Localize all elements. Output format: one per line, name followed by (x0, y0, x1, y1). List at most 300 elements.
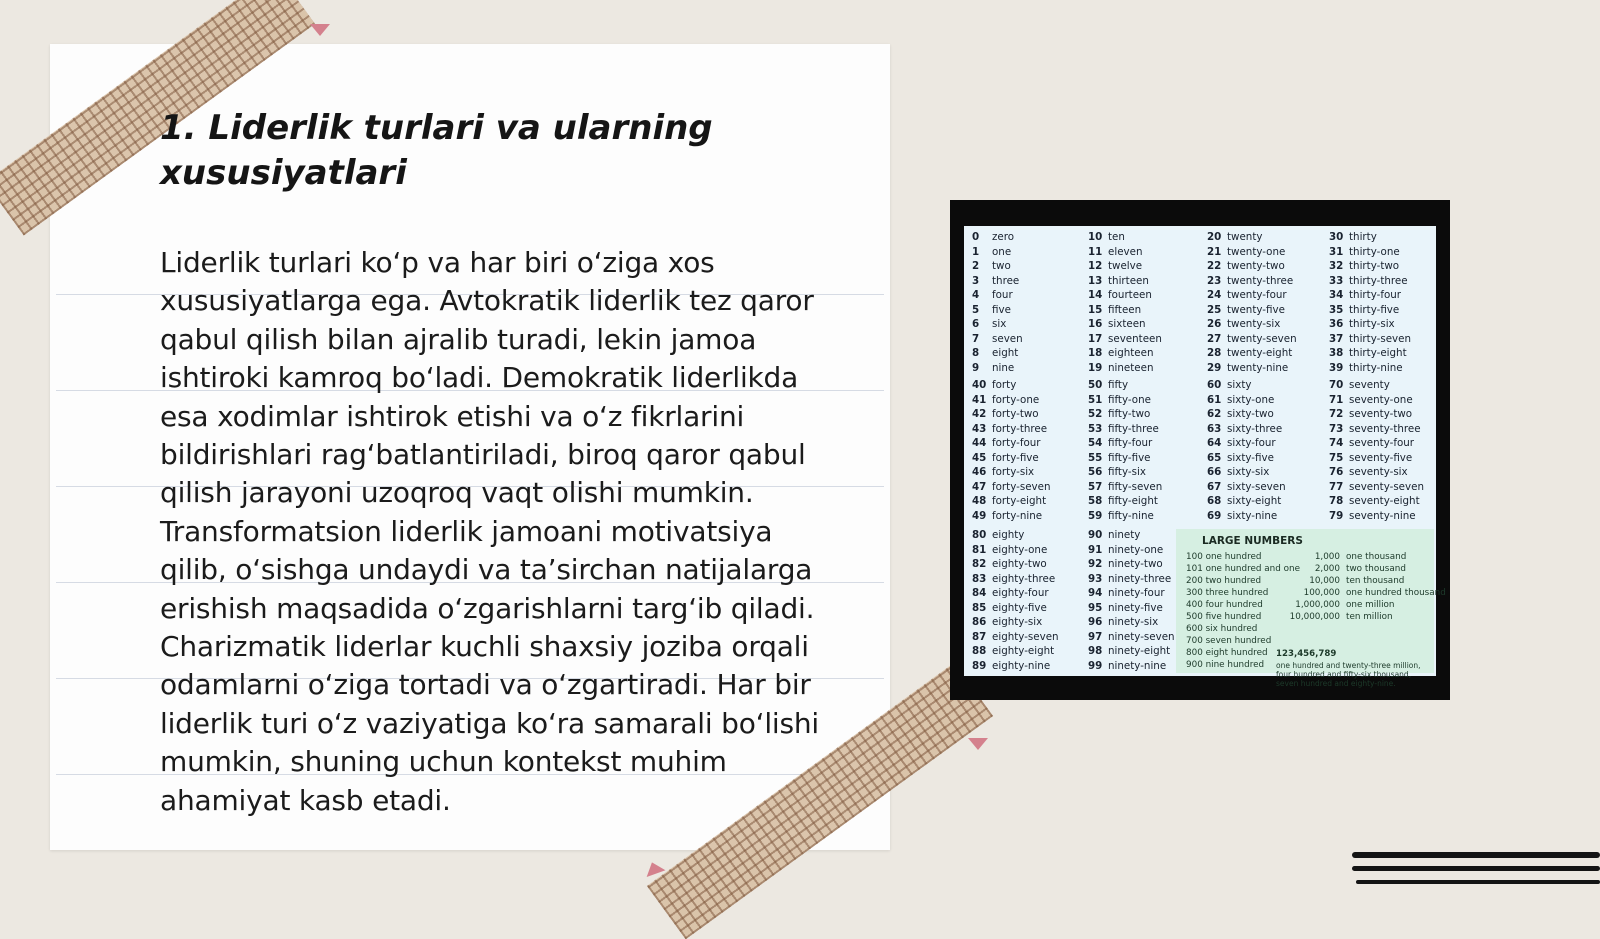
number-digit: 29 (1207, 361, 1222, 374)
number-word: ninety-six (1108, 616, 1159, 628)
number-digit: 92 (1088, 558, 1103, 570)
number-entry (1329, 480, 1447, 495)
number-digit: 56 (1088, 466, 1103, 478)
large-number-value: 1,000 (1314, 552, 1340, 562)
number-word: eighty-two (992, 558, 1047, 570)
number-word: eight (992, 347, 1019, 359)
number-digit: 14 (1088, 289, 1103, 301)
number-entry (972, 615, 1090, 630)
number-entry (972, 557, 1090, 572)
number-digit: 47 (972, 480, 987, 493)
large-number-row (1186, 575, 1430, 587)
number-entry (1329, 317, 1447, 332)
number-word: sixty-nine (1227, 509, 1278, 522)
number-digit: 10 (1088, 231, 1103, 243)
number-entry (1088, 378, 1206, 393)
decorative-line (1356, 880, 1600, 884)
number-word: ten (1108, 231, 1125, 243)
large-number-left: 600 six hundred (1186, 624, 1258, 634)
number-digit: 26 (1207, 318, 1222, 330)
number-digit: 6 (972, 318, 980, 330)
number-word: six (992, 318, 1007, 330)
number-digit: 81 (972, 543, 987, 556)
large-number-value: 10,000,000 (1289, 612, 1340, 622)
number-word: forty-four (992, 437, 1041, 449)
number-word: fifty-eight (1108, 495, 1158, 507)
number-digit: 28 (1207, 347, 1222, 359)
number-entry (1088, 407, 1206, 422)
number-entry (972, 317, 1090, 332)
number-entry (1207, 451, 1325, 466)
number-word: twenty-three (1227, 274, 1294, 287)
large-numbers-title: LARGE NUMBERS (1202, 535, 1303, 547)
large-number-value: 100,000 (1303, 588, 1340, 598)
number-word: forty-seven (992, 480, 1051, 493)
number-word: eighty-five (992, 601, 1047, 614)
number-entry (1088, 422, 1206, 437)
number-digit: 78 (1329, 495, 1344, 507)
number-word: zero (992, 231, 1015, 243)
number-digit: 76 (1329, 466, 1344, 478)
number-entry (972, 378, 1090, 393)
number-word: sixty-four (1227, 437, 1276, 449)
number-entry (1207, 274, 1325, 289)
large-number-word: one million (1346, 600, 1395, 610)
number-digit: 25 (1207, 303, 1222, 316)
large-numbers-box (1176, 529, 1446, 688)
number-entry (1088, 332, 1206, 347)
number-entry (1207, 303, 1325, 318)
number-word: seventy (1349, 379, 1390, 391)
number-entry (1329, 346, 1447, 361)
number-entry (972, 630, 1090, 645)
number-digit: 82 (972, 558, 987, 570)
number-entry (1207, 378, 1325, 393)
number-word: three (992, 274, 1020, 287)
number-digit: 21 (1207, 245, 1222, 258)
number-digit: 39 (1329, 361, 1344, 374)
number-word: fifty-two (1108, 408, 1151, 420)
number-digit: 96 (1088, 616, 1103, 628)
number-entry (972, 572, 1090, 587)
number-entry (1329, 288, 1447, 303)
number-digit: 93 (1088, 572, 1103, 585)
number-word: seventy-five (1349, 451, 1413, 464)
number-digit: 79 (1329, 509, 1344, 522)
number-word: ninety (1108, 529, 1141, 541)
number-digit: 5 (972, 303, 980, 316)
number-entry (1329, 494, 1447, 509)
number-word: twenty-nine (1227, 361, 1289, 374)
number-digit: 53 (1088, 422, 1103, 435)
number-digit: 87 (972, 630, 987, 643)
number-entry (1329, 422, 1447, 437)
number-digit: 24 (1207, 289, 1222, 301)
number-digit: 74 (1329, 437, 1344, 449)
number-word: seventy-one (1349, 393, 1413, 406)
number-entry (972, 494, 1090, 509)
number-entry (1088, 317, 1206, 332)
number-entry (1088, 259, 1206, 274)
large-number-word: one hundred thousand (1346, 588, 1446, 598)
number-word: forty-one (992, 393, 1040, 406)
number-digit: 4 (972, 289, 980, 301)
number-word: forty-five (992, 451, 1039, 464)
number-entry (1088, 480, 1206, 495)
tape-tip-top (310, 24, 330, 36)
number-digit: 51 (1088, 393, 1103, 406)
number-digit: 35 (1329, 303, 1344, 316)
number-word: thirty-one (1349, 245, 1400, 258)
large-numbers-example-words: one hundred and twenty-three million, four hundred and fifty-six thousand, seven hundred and eighty-nine. (1276, 661, 1421, 688)
large-number-left: 400 four hundred (1186, 600, 1263, 610)
number-entry (972, 601, 1090, 616)
number-word: thirty-two (1349, 260, 1400, 272)
large-number-row (1186, 599, 1430, 611)
number-entry (972, 361, 1090, 376)
number-entry (1207, 230, 1325, 245)
number-digit: 50 (1088, 379, 1103, 391)
number-word: eighteen (1108, 347, 1154, 359)
large-number-left: 500 five hundred (1186, 612, 1262, 622)
number-word: twenty-two (1227, 260, 1285, 272)
numbers-column-70-79 (1329, 378, 1447, 523)
number-entry (1329, 436, 1447, 451)
numbers-column-10-19 (1088, 230, 1206, 375)
number-word: eighty-one (992, 543, 1048, 556)
number-word: ninety-seven (1108, 630, 1175, 643)
number-entry (1088, 451, 1206, 466)
number-digit: 62 (1207, 408, 1222, 420)
number-word: sixty-eight (1227, 495, 1282, 507)
number-entry (1207, 494, 1325, 509)
number-word: eighty-nine (992, 659, 1051, 672)
number-digit: 3 (972, 274, 980, 287)
number-word: five (992, 303, 1011, 316)
number-digit: 33 (1329, 274, 1344, 287)
number-entry (1329, 245, 1447, 260)
large-number-row (1186, 563, 1430, 575)
number-word: twenty-four (1227, 289, 1287, 301)
number-entry (972, 465, 1090, 480)
number-digit: 58 (1088, 495, 1103, 507)
number-digit: 41 (972, 393, 987, 406)
number-word: seventy-eight (1349, 495, 1420, 507)
number-word: fifteen (1108, 303, 1142, 316)
number-digit: 63 (1207, 422, 1222, 435)
number-word: twenty-eight (1227, 347, 1293, 359)
number-word: twenty (1227, 231, 1263, 243)
number-entry (1088, 436, 1206, 451)
number-word: sixty-seven (1227, 480, 1286, 493)
number-digit: 46 (972, 466, 987, 478)
number-word: thirty-eight (1349, 347, 1407, 359)
number-word: ninety-one (1108, 543, 1164, 556)
numbers-column-80-89 (972, 528, 1090, 673)
large-number-left: 900 nine hundred (1186, 660, 1265, 670)
number-digit: 70 (1329, 379, 1344, 391)
number-digit: 1 (972, 245, 980, 258)
number-entry (1207, 393, 1325, 408)
number-digit: 32 (1329, 260, 1344, 272)
number-digit: 77 (1329, 480, 1344, 493)
number-entry (1329, 509, 1447, 524)
number-entry (1329, 407, 1447, 422)
number-word: thirty-four (1349, 289, 1402, 301)
number-word: fifty-nine (1108, 509, 1154, 522)
number-word: sixty-five (1227, 451, 1274, 464)
number-entry (1088, 245, 1206, 260)
number-digit: 69 (1207, 509, 1222, 522)
number-word: nine (992, 361, 1015, 374)
number-entry (972, 451, 1090, 466)
number-word: forty-nine (992, 509, 1043, 522)
number-entry (1207, 422, 1325, 437)
number-word: fifty-one (1108, 393, 1151, 406)
number-digit: 11 (1088, 245, 1103, 258)
number-digit: 15 (1088, 303, 1103, 316)
number-word: fifty-five (1108, 451, 1151, 464)
number-entry (1329, 451, 1447, 466)
number-entry (972, 303, 1090, 318)
number-entry (972, 245, 1090, 260)
number-entry (1088, 274, 1206, 289)
number-digit: 42 (972, 408, 987, 420)
large-number-left: 800 eight hundred (1186, 648, 1268, 658)
number-word: fifty-four (1108, 437, 1153, 449)
large-number-row (1186, 551, 1430, 563)
number-digit: 2 (972, 260, 980, 272)
number-entry (1207, 288, 1325, 303)
large-number-row (1186, 611, 1430, 623)
number-entry (972, 436, 1090, 451)
number-entry (1207, 465, 1325, 480)
number-digit: 23 (1207, 274, 1222, 287)
number-word: eighty (992, 529, 1025, 541)
number-word: eighty-seven (992, 630, 1059, 643)
number-word: eighty-four (992, 587, 1049, 599)
number-entry (1329, 378, 1447, 393)
decorative-line (1352, 852, 1600, 858)
number-digit: 54 (1088, 437, 1103, 449)
number-digit: 12 (1088, 260, 1103, 272)
number-digit: 75 (1329, 451, 1344, 464)
number-digit: 67 (1207, 480, 1222, 493)
number-entry (1329, 465, 1447, 480)
number-word: fifty-three (1108, 422, 1159, 435)
number-entry (972, 288, 1090, 303)
number-entry (1329, 230, 1447, 245)
number-word: ninety-two (1108, 558, 1163, 570)
large-number-value: 2,000 (1314, 564, 1340, 574)
number-entry (972, 586, 1090, 601)
number-digit: 88 (972, 645, 987, 657)
number-word: fifty-six (1108, 466, 1146, 478)
large-number-left: 200 two hundred (1186, 576, 1262, 586)
number-digit: 45 (972, 451, 987, 464)
number-entry (972, 393, 1090, 408)
number-entry (1207, 346, 1325, 361)
number-entry (1329, 303, 1447, 318)
tape-tip-bottom-right (968, 738, 988, 750)
numbers-chart-content (964, 226, 1446, 688)
large-number-row (1186, 635, 1430, 647)
number-digit: 9 (972, 361, 980, 374)
number-entry (972, 346, 1090, 361)
number-digit: 16 (1088, 318, 1103, 330)
numbers-chart-image (950, 200, 1450, 700)
number-entry (972, 332, 1090, 347)
number-word: seventy-two (1349, 408, 1413, 420)
number-word: fifty (1108, 379, 1129, 391)
number-entry (972, 230, 1090, 245)
number-entry (972, 509, 1090, 524)
number-digit: 55 (1088, 451, 1103, 464)
numbers-column-50-59 (1088, 378, 1206, 523)
number-digit: 17 (1088, 332, 1103, 345)
number-word: sixty-one (1227, 393, 1275, 406)
number-entry (1088, 465, 1206, 480)
number-digit: 65 (1207, 451, 1222, 464)
number-word: sixty (1227, 379, 1252, 391)
number-entry (1329, 274, 1447, 289)
number-digit: 73 (1329, 422, 1344, 435)
numbers-column-0-9 (972, 230, 1090, 375)
number-digit: 85 (972, 601, 987, 614)
number-entry (972, 422, 1090, 437)
number-word: sixteen (1108, 318, 1146, 330)
slide-title: 1. Liderlik turlari va ularning xususiyatlari (160, 108, 713, 193)
number-word: forty-two (992, 408, 1039, 420)
large-number-word: ten million (1346, 612, 1393, 622)
number-digit: 97 (1088, 630, 1103, 643)
number-digit: 66 (1207, 466, 1222, 478)
large-number-left: 700 seven hundred (1186, 636, 1272, 646)
number-digit: 86 (972, 616, 987, 628)
number-digit: 37 (1329, 332, 1344, 345)
number-digit: 30 (1329, 231, 1344, 243)
number-digit: 68 (1207, 495, 1222, 507)
number-digit: 61 (1207, 393, 1222, 406)
number-entry (1207, 509, 1325, 524)
number-digit: 43 (972, 422, 987, 435)
number-word: eleven (1108, 245, 1143, 258)
number-word: fourteen (1108, 289, 1152, 301)
number-entry (1088, 509, 1206, 524)
number-digit: 0 (972, 231, 980, 243)
number-digit: 89 (972, 659, 987, 672)
number-word: seven (992, 332, 1023, 345)
number-word: sixty-two (1227, 408, 1274, 420)
numbers-column-30-39 (1329, 230, 1447, 375)
number-entry (1207, 245, 1325, 260)
number-entry (1207, 259, 1325, 274)
number-word: seventeen (1108, 332, 1162, 345)
number-entry (972, 644, 1090, 659)
number-entry (1088, 346, 1206, 361)
number-entry (972, 543, 1090, 558)
number-digit: 44 (972, 437, 987, 449)
number-word: seventy-six (1349, 466, 1408, 478)
number-digit: 31 (1329, 245, 1344, 258)
number-digit: 98 (1088, 645, 1103, 657)
number-word: nineteen (1108, 361, 1154, 374)
number-word: twelve (1108, 260, 1143, 272)
number-word: thirty-seven (1349, 332, 1411, 345)
number-digit: 64 (1207, 437, 1222, 449)
number-digit: 48 (972, 495, 987, 507)
number-entry (1207, 317, 1325, 332)
number-digit: 80 (972, 529, 987, 541)
number-word: seventy-three (1349, 422, 1421, 435)
number-digit: 95 (1088, 601, 1103, 614)
large-number-word: two thousand (1346, 564, 1406, 574)
number-digit: 27 (1207, 332, 1222, 345)
number-digit: 90 (1088, 529, 1103, 541)
number-digit: 60 (1207, 379, 1222, 391)
number-word: twenty-one (1227, 245, 1286, 258)
large-number-left: 101 one hundred and one (1186, 564, 1300, 574)
number-digit: 20 (1207, 231, 1222, 243)
number-word: thirty-nine (1349, 361, 1403, 374)
number-entry (1329, 393, 1447, 408)
number-word: forty (992, 379, 1017, 391)
number-digit: 91 (1088, 543, 1103, 556)
number-digit: 7 (972, 332, 980, 345)
number-word: thirty-six (1349, 318, 1395, 330)
numbers-column-60-69 (1207, 378, 1325, 523)
number-digit: 22 (1207, 260, 1222, 272)
number-word: ninety-five (1108, 601, 1163, 614)
number-word: seventy-seven (1349, 480, 1424, 493)
large-number-word: ten thousand (1346, 576, 1405, 586)
number-entry (1207, 332, 1325, 347)
number-entry (1329, 332, 1447, 347)
number-word: ninety-nine (1108, 659, 1167, 672)
number-word: eighty-six (992, 616, 1043, 628)
number-entry (972, 274, 1090, 289)
number-word: one (992, 245, 1012, 258)
slide-body-text: Liderlik turlari ko‘p va har biri o‘ziga xos xususiyatlarga ega. Avtokratik liderlik tez qaror qabul qilish bilan ajralib turadi, lekin jamoa ishtiroki kamroq bo‘ladi. Demokratik liderlikda esa xodimlar ishtirok etishi va o‘z fikrlarini bildirishlari rag‘batlantiriladi, biroq qaror qabul qilish jarayoni uzoqroq vaqt olishi mumkin. Transformatsion liderlik jamoani motivatsiya qilib, o‘sishga undaydi va ta’sirchan natijalarga erishish maqsadida o‘zgarishlarni targ‘ib qiladi. Charizmatik liderlar kuchli shaxsiy joziba orqali odamlarni o‘ziga tortadi va o‘zgartiradi. Har bir liderlik turi o‘z vaziyatiga ko‘ra samarali bo‘lishi mumkin, shuning uchun kontekst muhim ahamiyat kasb etadi. (160, 246, 820, 817)
number-digit: 72 (1329, 408, 1344, 420)
number-word: eighty-three (992, 572, 1056, 585)
number-digit: 59 (1088, 509, 1103, 522)
number-word: forty-six (992, 466, 1035, 478)
number-digit: 84 (972, 587, 987, 599)
number-digit: 52 (1088, 408, 1103, 420)
number-entry (972, 407, 1090, 422)
number-word: thirty-three (1349, 274, 1408, 287)
number-word: thirty-five (1349, 303, 1400, 316)
number-word: ninety-three (1108, 572, 1172, 585)
number-entry (972, 528, 1090, 543)
number-entry (1207, 407, 1325, 422)
number-word: sixty-three (1227, 422, 1283, 435)
number-digit: 49 (972, 509, 987, 522)
large-number-value: 10,000 (1309, 576, 1340, 586)
number-digit: 18 (1088, 347, 1103, 359)
numbers-column-20-29 (1207, 230, 1325, 375)
number-word: seventy-nine (1349, 509, 1416, 522)
large-number-left: 100 one hundred (1186, 552, 1262, 562)
number-word: eighty-eight (992, 645, 1055, 657)
number-word: thirty (1349, 231, 1377, 243)
number-word: twenty-seven (1227, 332, 1297, 345)
numbers-column-40-49 (972, 378, 1090, 523)
number-word: forty-three (992, 422, 1048, 435)
number-entry (1329, 361, 1447, 376)
number-entry (1088, 230, 1206, 245)
